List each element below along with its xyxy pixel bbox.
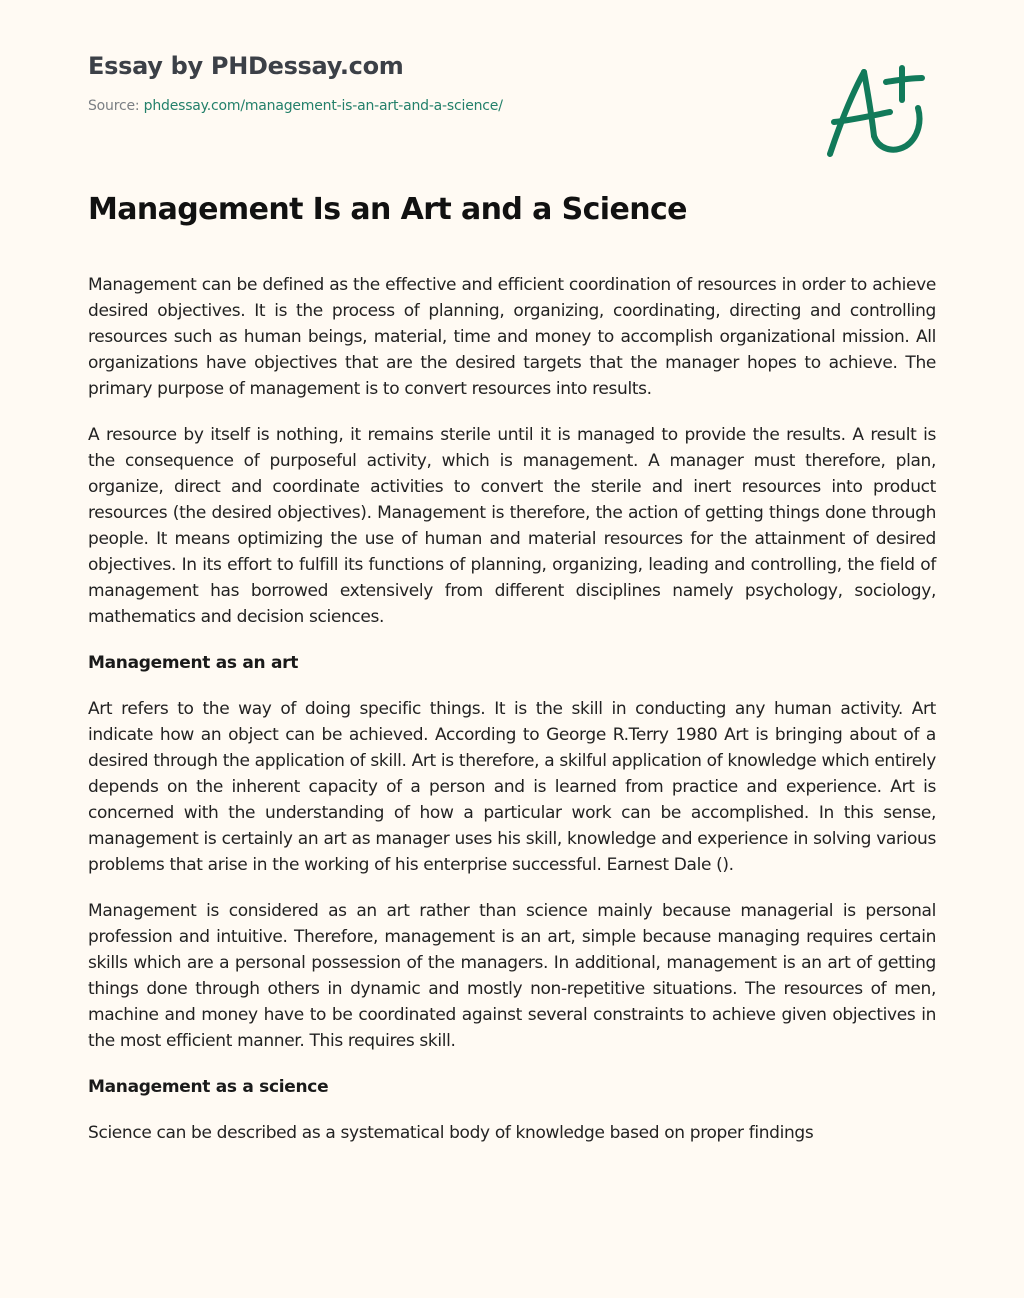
source-line <box>88 97 788 115</box>
source-link[interactable]: phdessay.com/management-is-an-art-and-a-science/ <box>143 98 503 114</box>
section-heading: Management as an art <box>88 653 299 673</box>
site-name: Essay by PHDessay.com <box>88 52 404 80</box>
a-plus-grade-icon <box>822 64 928 160</box>
site-header <box>88 50 788 115</box>
article-body <box>88 272 936 1166</box>
paragraph: Management is considered as an art rather than science mainly because managerial is personal profession and intuitive. Therefore, management is an art, simple because managing requires certain skills which are a personal possession of the managers. In additional, management is an art of getting things done through others in dynamic and mostly non-repetitive situations. The resources of men, machine and money have to be coordinated against several constraints to achieve given objectives in the most efficient manner. This requires skill. <box>88 901 936 1051</box>
paragraph: Management can be defined as the effective and efficient coordination of resources in order to achieve desired objectives. It is the process of planning, organizing, coordinating, directing and controlling resources such as human beings, material, time and money to accomplish organizational mission. All organizations have objectives that are the desired targets that the manager hopes to achieve. The primary purpose of management is to convert resources into results. <box>88 275 936 399</box>
paragraph: Science can be described as a systematical body of knowledge based on proper findings <box>88 1123 814 1143</box>
source-label: Source: <box>88 98 144 114</box>
section-heading: Management as a science <box>88 1077 329 1097</box>
page-title: Management Is an Art and a Science <box>88 192 687 227</box>
paragraph: A resource by itself is nothing, it remains sterile until it is managed to provide the results. A result is the consequence of purposeful activity, which is management. A manager must therefore, plan, organize, direct and coordinate activities to convert the sterile and inert resources into product resources (the desired objectives). Management is therefore, the action of getting things done through people. It means optimizing the use of human and material resources for the attainment of desired objectives. In its effort to fulfill its functions of planning, organizing, leading and controlling, the field of management has borrowed extensively from different disciplines namely psychology, sociology, mathematics and decision sciences. <box>88 425 936 627</box>
paragraph: Art refers to the way of doing specific things. It is the skill in conducting any human activity. Art indicate how an object can be achieved. According to George R.Terry 1980 Art is bringing about of a desired through the application of skill. Art is therefore, a skilful application of knowledge which entirely depends on the inherent capacity of a person and is learned from practice and experience. Art is concerned with the understanding of how a particular work can be accomplished. In this sense, management is certainly an art as manager uses his skill, knowledge and experience in solving various problems that arise in the working of his enterprise successful. Earnest Dale (). <box>88 699 936 875</box>
